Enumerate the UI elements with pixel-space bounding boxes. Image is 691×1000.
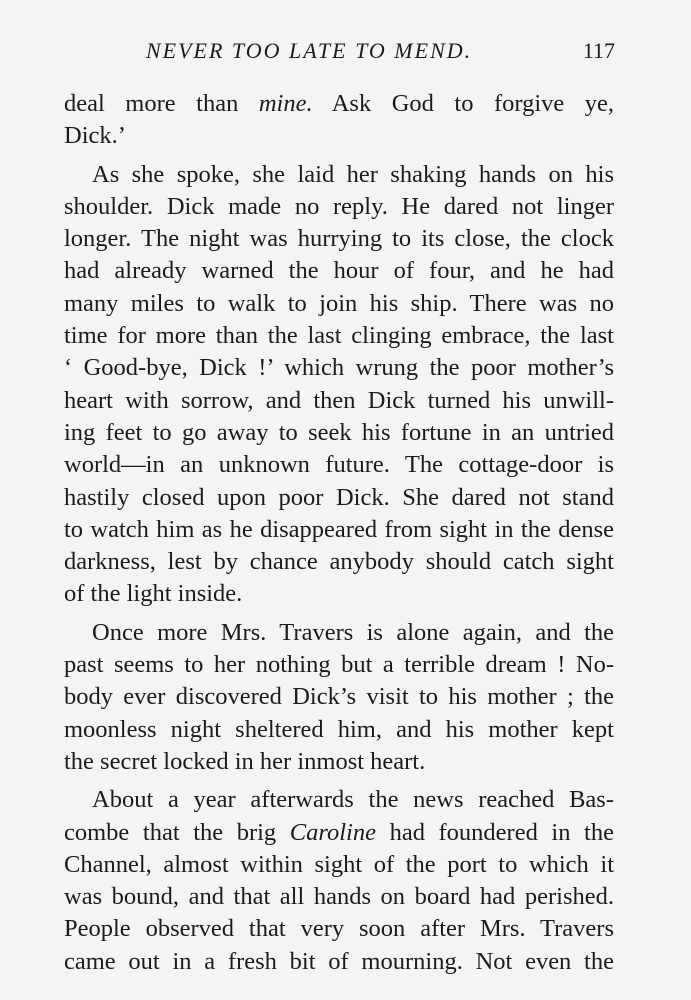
text-line: People observed that very soon after Mrs. Travers [64, 915, 614, 943]
text-line: As she spoke, she laid her shaking hands on his [92, 160, 614, 188]
text-line: About a year afterwards the news reached Bas- [92, 786, 614, 814]
text-line: deal more than mine. Ask God to forgive ye, [64, 90, 614, 117]
text-line: world—in an unknown future. The cottage-door is [64, 451, 614, 479]
text-line: Dick.’ [64, 122, 126, 150]
body-text [64, 88, 614, 978]
text-line: body ever discovered Dick’s visit to his mother ; the [64, 683, 614, 711]
text-line: combe that the brig Caroline had foundered in the [64, 818, 614, 846]
text-line: had already warned the hour of four, and he had [64, 257, 614, 285]
text-line: to watch him as he disappeared from sight in the dense [64, 515, 614, 543]
text-line: the secret locked in her inmost heart. [64, 747, 426, 775]
text-line: Once more Mrs. Travers is alone again, and the [92, 618, 614, 646]
italic-word: Caroline [289, 818, 376, 846]
text-line: came out in a fresh bit of mourning. Not even the [64, 947, 614, 975]
page-number: 117 [582, 38, 615, 63]
text-line: past seems to her nothing but a terrible dream ! No- [64, 651, 614, 679]
text-line: time for more than the last clinging embrace, the last [64, 322, 614, 350]
text-line: darkness, lest by chance anybody should catch sight [64, 548, 614, 576]
italic-word: mine. [258, 90, 313, 117]
text-line: was bound, and that all hands on board had perished. [64, 883, 614, 911]
running-title: NEVER TOO LATE TO MEND. [146, 38, 473, 63]
text-line: heart with sorrow, and then Dick turned his unwill- [64, 386, 614, 414]
text-line: hastily closed upon poor Dick. She dared not stand [64, 483, 614, 511]
text-line: of the light inside. [64, 580, 243, 608]
text-line: many miles to walk to join his ship. There was no [64, 289, 614, 317]
page-header [60, 38, 615, 74]
text-line: ing feet to go away to seek his fortune in an untried [64, 418, 614, 446]
text-line: ‘ Good-bye, Dick !’ which wrung the poor mother’s [64, 354, 614, 382]
text-line: shoulder. Dick made no reply. He dared not linger [64, 192, 614, 220]
text-line: moonless night sheltered him, and his mother kept [64, 715, 614, 743]
text-line: longer. The night was hurrying to its close, the clock [64, 225, 614, 253]
text-line: Channel, almost within sight of the port to which it [64, 850, 614, 878]
